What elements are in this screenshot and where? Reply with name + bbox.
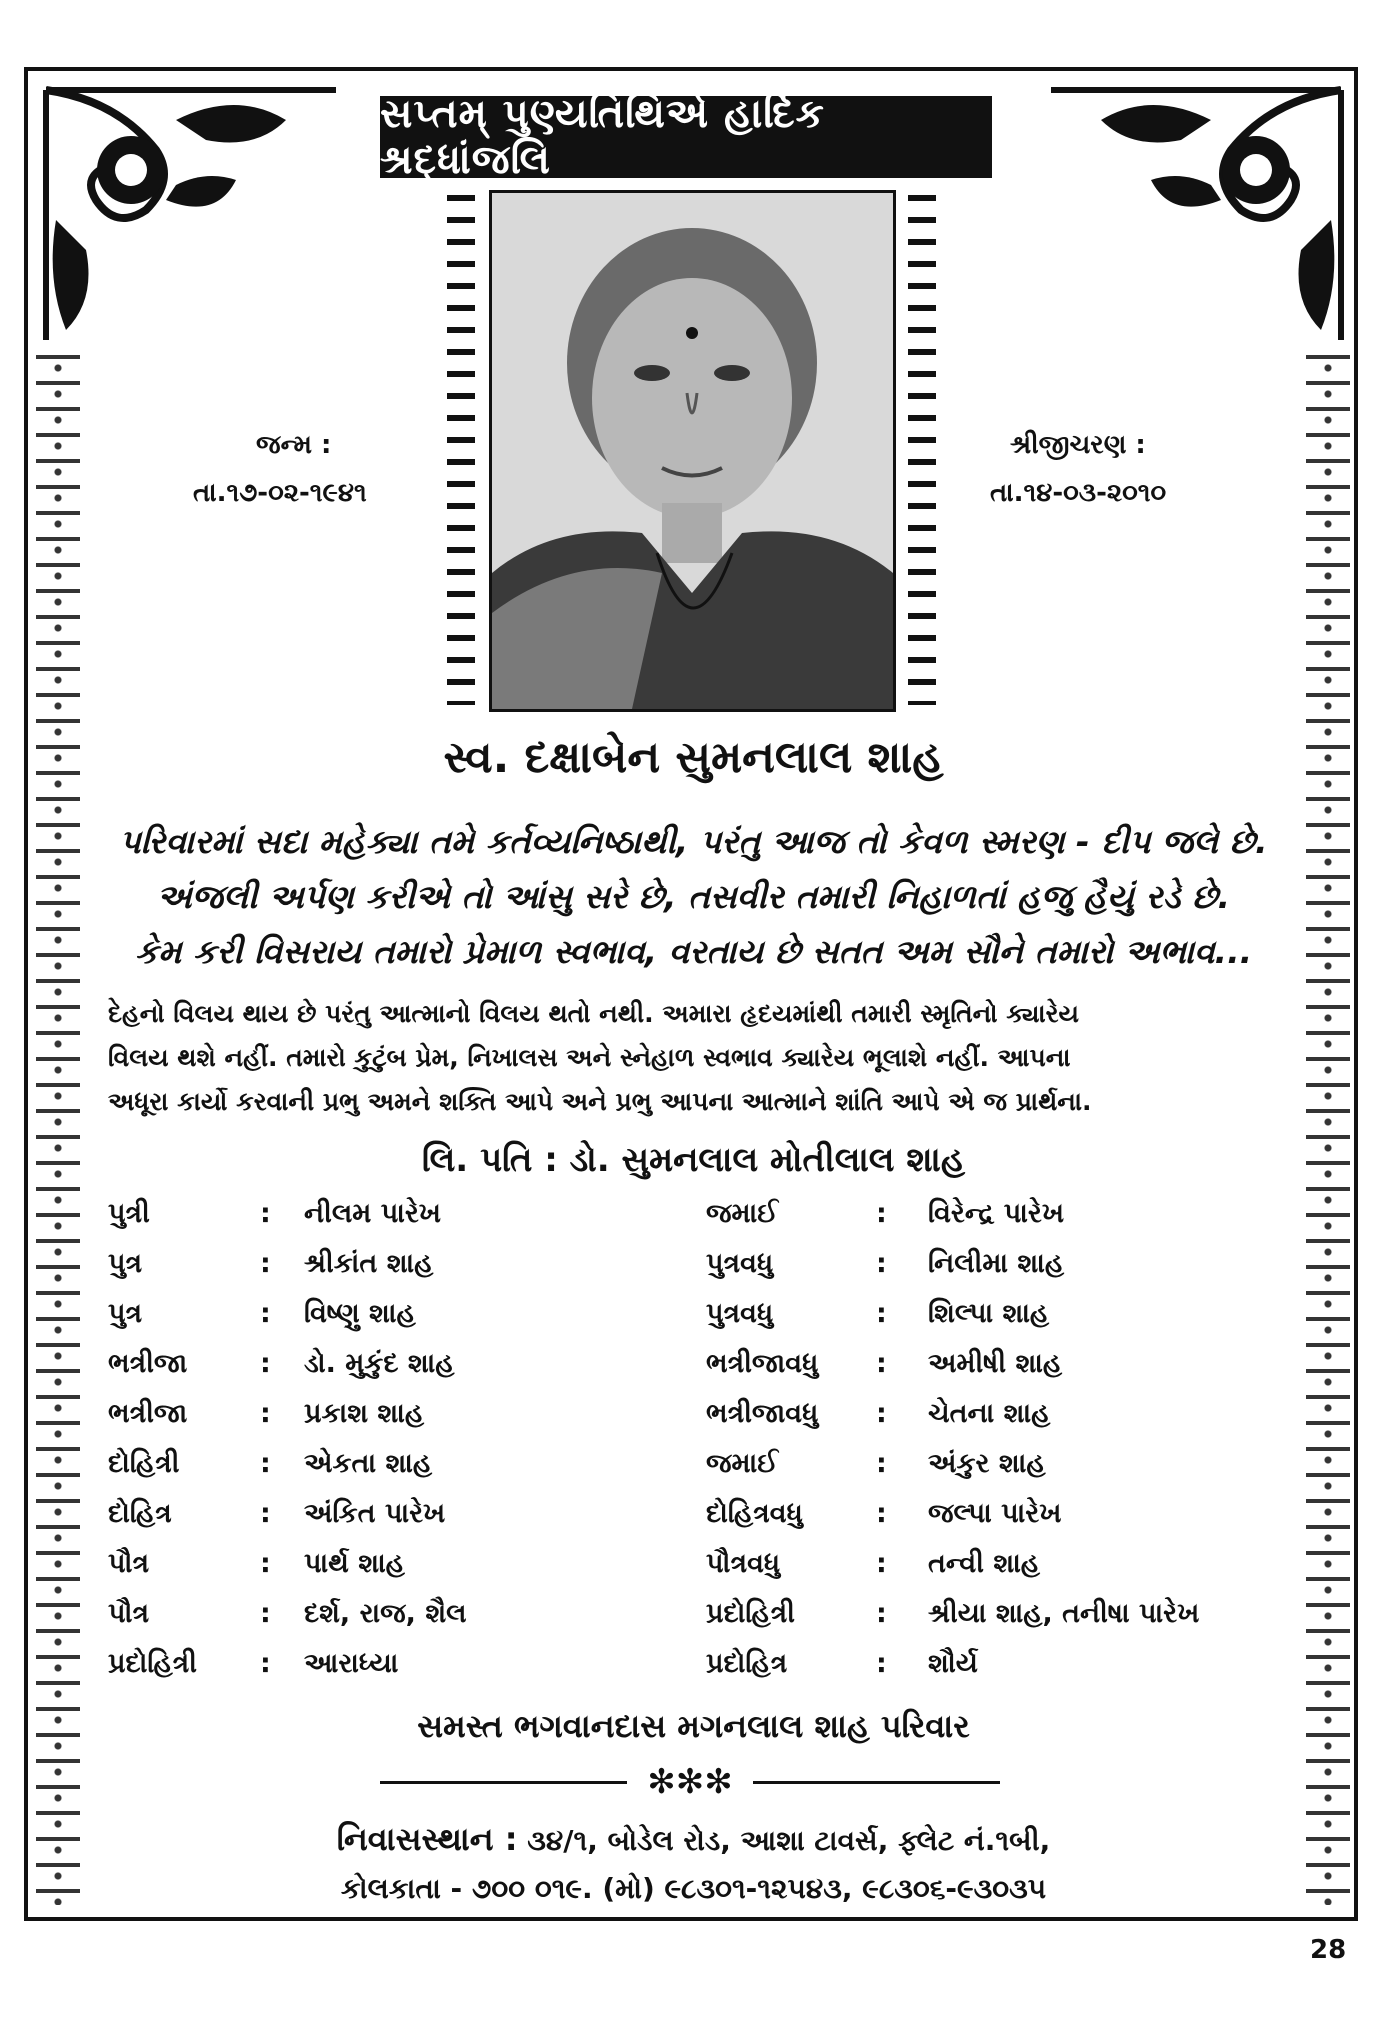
vine-border-left <box>36 355 80 1905</box>
relation-separator: : <box>260 1548 271 1579</box>
relation-row <box>108 1542 1278 1592</box>
relation-left-label: પૌત્ર <box>108 1548 150 1579</box>
relation-left-name: વિષ્ણુ શાહ <box>304 1298 416 1329</box>
address-line-1 <box>0 1820 1387 1859</box>
relation-right-label: પ્રદોહિત્ર <box>706 1648 788 1679</box>
relation-separator: : <box>876 1198 887 1229</box>
relation-left-label: પૌત્ર <box>108 1598 150 1629</box>
relation-row <box>108 1342 1278 1392</box>
relation-left-label: ભત્રીજા <box>108 1398 188 1429</box>
relation-left-name: એકતા શાહ <box>304 1448 433 1479</box>
relation-right-name: શૌર્ય <box>928 1648 978 1679</box>
portrait-photo <box>489 190 896 712</box>
relation-row <box>108 1242 1278 1292</box>
deceased-name: સ્વ. દક્ષાબેન સુમનલાલ શાહ <box>443 732 944 783</box>
relation-right-name: શિલ્પા શાહ <box>928 1298 1050 1329</box>
relation-right-label: પૌત્રવધુ <box>706 1548 781 1579</box>
death-date: તા.૧૪-૦૩-૨૦૧૦ <box>990 478 1167 508</box>
photo-vine-right <box>908 195 936 705</box>
relation-separator: : <box>876 1448 887 1479</box>
address-label: નિવાસસ્થાન : <box>336 1820 518 1858</box>
relation-separator: : <box>876 1598 887 1629</box>
relation-left-name: આરાધ્યા <box>304 1648 399 1679</box>
relation-left-label: દોહિત્રી <box>108 1448 180 1479</box>
relation-right-label: ભત્રીજાવધુ <box>706 1398 819 1429</box>
relation-right-name: તન્વી શાહ <box>928 1548 1040 1579</box>
relation-separator: : <box>876 1548 887 1579</box>
relation-right-label: જમાઈ <box>706 1198 779 1229</box>
relation-left-name: દર્શ, રાજ, શૈલ <box>304 1598 467 1629</box>
relation-separator: : <box>876 1398 887 1429</box>
relation-right-label: દોહિત્રવધુ <box>706 1498 803 1529</box>
relation-row <box>108 1592 1278 1642</box>
relation-left-label: પુત્ર <box>108 1248 143 1279</box>
relation-left-label: પુત્ર <box>108 1298 143 1329</box>
relation-separator: : <box>876 1298 887 1329</box>
verse-line-3: કેમ કરી વિસરાય તમારો પ્રેમાળ સ્વભાવ, વરતાય છે સતત અમ સૌને તમારો અભાવ... <box>134 932 1253 971</box>
relation-row <box>108 1642 1278 1692</box>
divider-stars: ✻✻✻ <box>647 1762 733 1802</box>
prose-line-1: દેહનો વિલય થાય છે પરંતુ આત્માનો વિલય થતો નથી. અમારા હૃદયમાંથી તમારી સ્મૃતિનો ક્યારેય <box>108 999 1079 1028</box>
relation-right-name: વિરેન્દ્ર પારેખ <box>928 1198 1065 1229</box>
relation-left-name: નીલમ પારેખ <box>304 1198 442 1229</box>
death-label: શ્રીજીચરણ : <box>1010 430 1146 460</box>
relation-left-name: ડો. મુકુંદ શાહ <box>304 1348 455 1379</box>
relation-row <box>108 1392 1278 1442</box>
relation-left-name: પ્રકાશ શાહ <box>304 1398 425 1429</box>
relation-separator: : <box>876 1498 887 1529</box>
photo-vine-left <box>447 195 475 705</box>
relation-separator: : <box>876 1348 887 1379</box>
address-text-1: ૩૪/૧, બોડેલ રોડ, આશા ટાવર્સ, ફ્લેટ નં.૧બી, <box>527 1824 1051 1857</box>
relation-left-label: ભત્રીજા <box>108 1348 188 1379</box>
relation-right-name: જલ્પા પારેખ <box>928 1498 1062 1529</box>
relation-separator: : <box>260 1298 271 1329</box>
relation-right-name: અમીષી શાહ <box>928 1348 1063 1379</box>
prose-line-2: વિલય થશે નહીં. તમારો કુટુંબ પ્રેમ, નિખાલસ અને સ્નેહાળ સ્વભાવ ક્યારેય ભૂલાશે નહીં. આપના <box>108 1043 1071 1072</box>
floral-corner-ornament-right <box>1051 80 1351 340</box>
relation-right-label: પુત્રવધુ <box>706 1248 774 1279</box>
vine-border-right <box>1306 355 1350 1905</box>
birth-date: તા.૧૭-૦૨-૧૯૪૧ <box>193 478 367 508</box>
relation-row <box>108 1292 1278 1342</box>
relation-row <box>108 1442 1278 1492</box>
relation-right-name: નિલીમા શાહ <box>928 1248 1065 1279</box>
relations-table <box>108 1192 1278 1692</box>
relation-left-name: પાર્થ શાહ <box>304 1548 405 1579</box>
relation-left-label: દોહિત્ર <box>108 1498 172 1529</box>
relation-row <box>108 1192 1278 1242</box>
floral-corner-ornament-left <box>36 80 336 340</box>
relation-separator: : <box>260 1398 271 1429</box>
relation-left-label: પુત્રી <box>108 1198 150 1229</box>
verse-line-1: પરિવારમાં સદા મહેક્યા તમે કર્તવ્યનિષ્ઠાથી, પરંતુ આજ તો કેવળ સ્મરણ - દીપ જલે છે. <box>119 822 1268 861</box>
signer-line: લિ. પતિ : ડો. સુમનલાલ મોતીલાલ શાહ <box>421 1140 966 1180</box>
relation-right-label: પ્રદોહિત્રી <box>706 1598 795 1629</box>
portrait-illustration <box>492 193 893 709</box>
verse-line-2: અંજલી અર્પણ કરીએ તો આંસુ સરે છે, તસવીર તમારી નિહાળતાં હજુ હૈયું રડે છે. <box>156 877 1231 916</box>
relation-separator: : <box>260 1348 271 1379</box>
relation-separator: : <box>260 1648 271 1679</box>
relation-left-name: શ્રીકાંત શાહ <box>304 1248 434 1279</box>
address-line-2: કોલકાતા - ૭૦૦ ૦૧૯. (મો) ૯૮૩૦૧-૧૨૫૪૩, ૯૮૩૦૬-૯૩૦૩૫ <box>340 1872 1047 1905</box>
divider <box>380 1762 1000 1802</box>
relation-left-name: અંકિત પારેખ <box>304 1498 446 1529</box>
relation-right-name: શ્રીયા શાહ, તનીષા પારેખ <box>928 1598 1200 1629</box>
relation-right-label: જમાઈ <box>706 1448 779 1479</box>
divider-line-left <box>380 1781 627 1784</box>
relation-right-label: પુત્રવધુ <box>706 1298 774 1329</box>
relation-separator: : <box>260 1248 271 1279</box>
title-banner: સપ્તમ્ પુણ્યતિથિએ હાર્દિક શ્રદ્ધાંજલિ <box>380 96 992 178</box>
relation-separator: : <box>260 1498 271 1529</box>
birth-label: જન્મ : <box>256 430 332 460</box>
relation-left-label: પ્રદોહિત્રી <box>108 1648 197 1679</box>
relation-right-name: અંકુર શાહ <box>928 1448 1046 1479</box>
page-number: 28 <box>1310 1935 1347 1965</box>
prose-line-3: અધૂરા કાર્યો કરવાની પ્રભુ અમને શક્તિ આપે અને પ્રભુ આપના આત્માને શાંતિ આપે એ જ પ્રાર્થના. <box>108 1087 1092 1116</box>
relation-right-name: ચેતના શાહ <box>928 1398 1051 1429</box>
relation-separator: : <box>260 1198 271 1229</box>
relation-right-label: ભત્રીજાવધુ <box>706 1348 819 1379</box>
family-name: સમસ્ત ભગવાનદાસ મગનલાલ શાહ પરિવાર <box>417 1707 970 1745</box>
divider-line-right <box>753 1781 1000 1784</box>
relation-separator: : <box>876 1248 887 1279</box>
relation-separator: : <box>260 1448 271 1479</box>
relation-separator: : <box>260 1598 271 1629</box>
relation-row <box>108 1492 1278 1542</box>
relation-separator: : <box>876 1648 887 1679</box>
